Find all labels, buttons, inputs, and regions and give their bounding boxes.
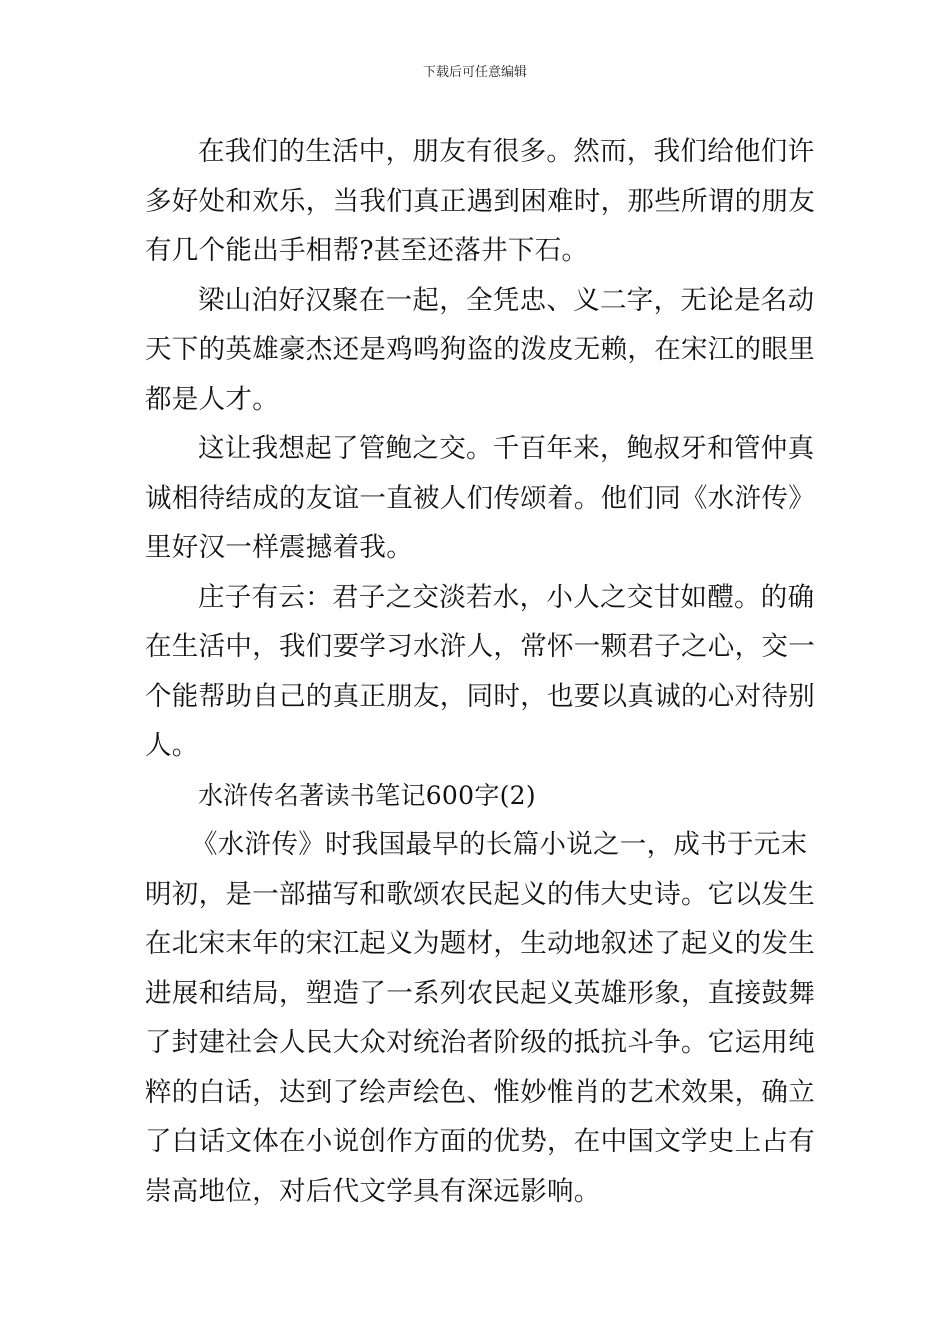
- paragraph-line: 诚相待结成的友谊一直被人们传颂着。他们同《水浒传》: [145, 482, 815, 514]
- paragraph-line: 了白话文体在小说创作方面的优势，在中国文学史上占有: [145, 1126, 815, 1157]
- paragraph-water-margin-intro: [145, 820, 815, 1216]
- paragraph-line: 人。: [145, 730, 199, 761]
- document-body: [145, 127, 815, 1216]
- paragraph-line: 《水浒传》时我国最早的长篇小说之一，成书于元末: [191, 829, 808, 860]
- page-header-note: 下载后可任意编辑: [422, 65, 527, 80]
- paragraph-guan-bao-friendship: [145, 424, 815, 573]
- paragraph-line: 个能帮助自己的真正朋友，同时，也要以真诚的心对待别: [145, 680, 815, 712]
- paragraph-liangshan-heroes: [145, 276, 815, 425]
- paragraph-line: 有几个能出手相帮?甚至还落井下石。: [145, 235, 589, 266]
- paragraph-line: 进展和结局，塑造了一系列农民起义英雄形象，直接鼓舞: [145, 977, 815, 1009]
- paragraph-line: 天下的英雄豪杰还是鸡鸣狗盗的泼皮无赖，在宋江的眼里: [145, 334, 815, 365]
- paragraph-line: 崇高地位，对后代文学具有深远影响。: [145, 1175, 601, 1207]
- paragraph-friends-in-life: [145, 127, 815, 276]
- paragraph-line: 在我们的生活中，朋友有很多。然而，我们给他们许: [198, 136, 815, 167]
- paragraph-line: 了封建社会人民大众对统治者阶级的抵抗斗争。它运用纯: [145, 1027, 815, 1058]
- paragraph-zhuangzi-quote: [145, 573, 815, 771]
- section-heading: [145, 771, 807, 821]
- paragraph-line: 里好汉一样震撼着我。: [145, 532, 413, 563]
- paragraph-line: 庄子有云：君子之交淡若水，小人之交甘如醴。的确: [198, 581, 815, 613]
- paragraph-line: 粹的白话，达到了绘声绘色、惟妙惟肖的艺术效果，确立: [145, 1076, 815, 1108]
- paragraph-line: 明初，是一部描写和歌颂农民起义的伟大史诗。它以发生: [145, 878, 815, 910]
- paragraph-line: 这让我想起了管鲍之交。千百年来，鲍叔牙和管仲真: [198, 433, 815, 464]
- paragraph-line: 都是人才。: [145, 383, 279, 415]
- paragraph-line: 在北宋末年的宋江起义为题材，生动地叙述了起义的发生: [145, 928, 815, 959]
- paragraph-line: 梁山泊好汉聚在一起，全凭忠、义二字，无论是名动: [198, 284, 815, 316]
- paragraph-line: 多好处和欢乐，当我们真正遇到困难时，那些所谓的朋友: [145, 185, 815, 217]
- section-heading-text: 水浒传名著读书笔记600字(2): [198, 780, 536, 810]
- paragraph-line: 在生活中，我们要学习水浒人，常怀一颗君子之心，交一: [145, 631, 815, 662]
